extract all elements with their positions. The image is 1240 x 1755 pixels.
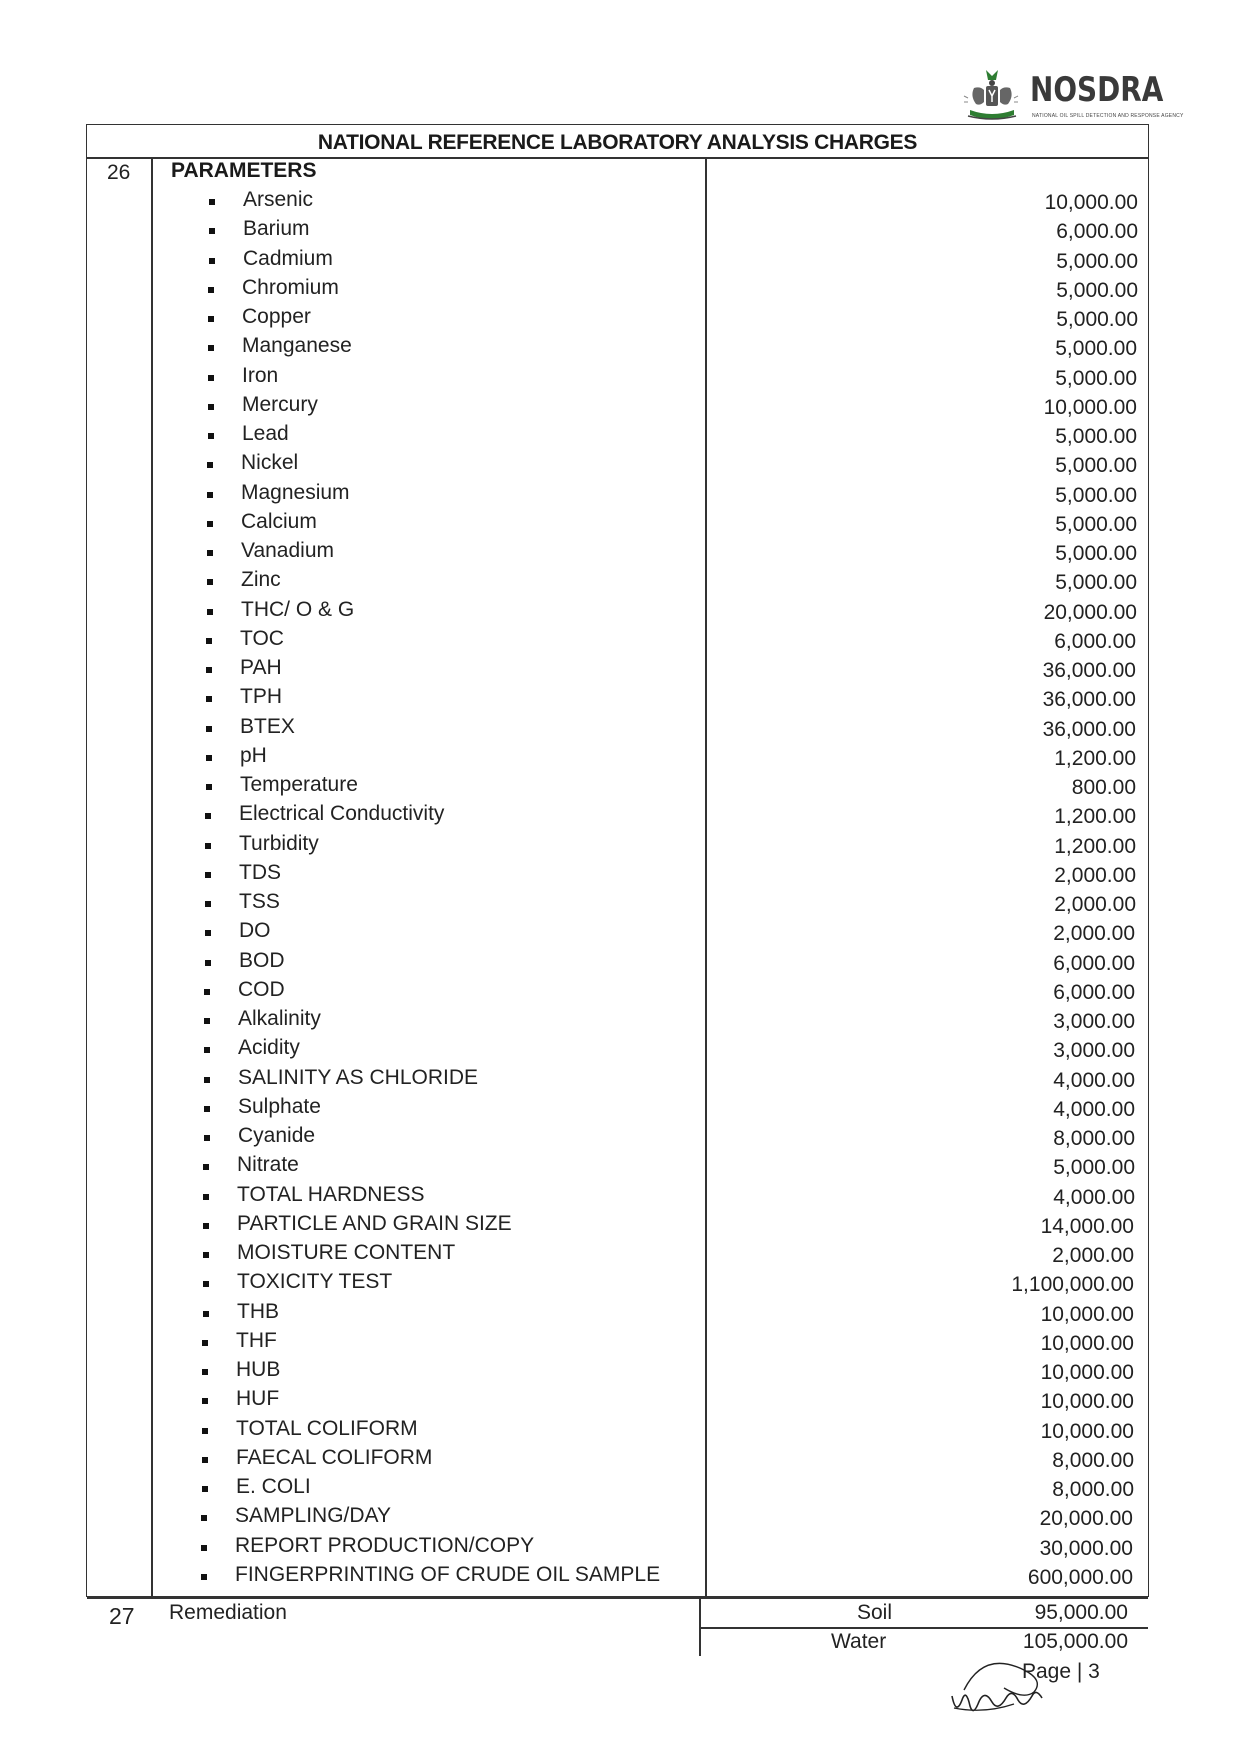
parameter-row — [87, 1358, 1148, 1387]
parameter-price: 20,000.00 — [1043, 600, 1137, 624]
parameter-name: REPORT PRODUCTION/COPY — [235, 1533, 535, 1557]
parameter-row — [87, 1124, 1148, 1153]
parameter-name: Alkalinity — [238, 1007, 321, 1030]
bullet-icon — [206, 726, 212, 732]
parameter-row — [87, 1036, 1148, 1065]
bullet-icon — [204, 1135, 210, 1141]
parameter-name: COD — [238, 977, 285, 1001]
parameter-price: 10,000.00 — [1040, 1390, 1134, 1414]
parameter-row — [87, 1563, 1148, 1592]
parameter-price: 10,000.00 — [1044, 191, 1138, 214]
parameter-row — [87, 1095, 1148, 1124]
parameter-row — [87, 305, 1148, 334]
parameter-price: 10,000.00 — [1040, 1331, 1134, 1355]
parameter-row — [87, 919, 1148, 948]
parameter-price: 10,000.00 — [1043, 395, 1137, 419]
parameter-price: 6,000.00 — [1053, 980, 1135, 1004]
parameter-price: 800.00 — [1071, 776, 1136, 799]
bullet-icon — [207, 550, 213, 556]
parameter-name: MOISTURE CONTENT — [237, 1241, 456, 1264]
parameter-row — [87, 393, 1148, 422]
parameter-price: 2,000.00 — [1054, 893, 1136, 916]
parameter-row — [87, 1329, 1148, 1358]
charges-table — [86, 124, 1149, 1653]
parameter-price: 5,000.00 — [1055, 483, 1137, 507]
parameter-row — [87, 1300, 1148, 1329]
parameter-name: FINGERPRINTING OF CRUDE OIL SAMPLE — [235, 1562, 661, 1586]
parameter-price: 8,000.00 — [1053, 1127, 1135, 1150]
parameter-name: Electrical Conductivity — [239, 802, 445, 826]
bullet-icon — [207, 579, 213, 585]
parameter-name: PARTICLE AND GRAIN SIZE — [237, 1211, 512, 1235]
parameter-name: Barium — [243, 217, 310, 241]
parameter-price: 600,000.00 — [1027, 1565, 1133, 1589]
parameter-name: Temperature — [240, 773, 358, 796]
row-number-26: 26 — [107, 161, 131, 184]
parameter-name: HUB — [236, 1358, 281, 1381]
parameter-name: Turbidity — [239, 831, 319, 855]
parameter-price: 1,100,000.00 — [1011, 1273, 1134, 1297]
parameter-name: Arsenic — [243, 188, 314, 211]
parameter-price: 3,000.00 — [1053, 1010, 1135, 1033]
logo-subtitle: NATIONAL OIL SPILL DETECTION AND RESPONSE AGENCY — [1032, 113, 1184, 119]
parameter-name: TOTAL HARDNESS — [237, 1182, 425, 1206]
bullet-icon — [205, 843, 211, 849]
bullet-icon — [203, 1223, 209, 1229]
bullet-icon — [205, 813, 211, 819]
parameter-row — [87, 744, 1148, 773]
parameter-price: 36,000.00 — [1042, 717, 1136, 741]
bullet-icon — [203, 1252, 209, 1258]
parameter-price: 5,000.00 — [1055, 542, 1137, 565]
bullet-icon — [203, 1164, 209, 1170]
nosdra-logo — [960, 66, 1184, 124]
parameter-row — [87, 539, 1148, 568]
bullet-icon — [206, 667, 212, 673]
coat-of-arms-icon — [960, 66, 1026, 124]
bullet-icon — [206, 638, 212, 644]
parameter-row — [87, 188, 1148, 217]
parameter-price: 3,000.00 — [1053, 1039, 1135, 1063]
bullet-icon — [206, 696, 212, 702]
remediation-soil-price: 95,000.00 — [1034, 1601, 1128, 1624]
parameter-price: 5,000.00 — [1055, 425, 1137, 448]
parameter-name: TOXICITY TEST — [237, 1270, 393, 1294]
parameter-row — [87, 1504, 1148, 1533]
parameter-price: 4,000.00 — [1053, 1097, 1135, 1121]
parameter-name: Manganese — [242, 334, 352, 358]
parameter-price: 36,000.00 — [1042, 688, 1136, 712]
parameter-row — [87, 1534, 1148, 1563]
bullet-icon — [205, 930, 211, 936]
parameter-price: 8,000.00 — [1052, 1448, 1134, 1472]
bullet-icon — [202, 1428, 208, 1434]
bullet-icon — [202, 1398, 208, 1404]
parameter-row — [87, 685, 1148, 714]
parameter-name: SALINITY AS CHLORIDE — [238, 1065, 479, 1089]
parameter-price: 5,000.00 — [1056, 278, 1138, 302]
parameter-price: 5,000.00 — [1055, 571, 1137, 595]
remediation-price-divider — [699, 1599, 701, 1656]
parameter-price: 4,000.00 — [1053, 1068, 1135, 1092]
parameter-name: PAH — [240, 656, 282, 679]
parameter-price: 1,200.00 — [1054, 746, 1136, 770]
parameter-price: 6,000.00 — [1056, 220, 1138, 244]
parameter-row — [87, 978, 1148, 1007]
parameter-row — [87, 1475, 1148, 1504]
bullet-icon — [203, 1194, 209, 1200]
parameter-price: 30,000.00 — [1039, 1536, 1133, 1560]
bullet-icon — [202, 1369, 208, 1375]
parameter-row — [87, 1212, 1148, 1241]
parameter-row — [87, 715, 1148, 744]
parameter-row — [87, 568, 1148, 597]
bullet-icon — [209, 199, 215, 205]
parameter-name: Nitrate — [237, 1153, 299, 1177]
parameter-row — [87, 1387, 1148, 1416]
parameter-name: THC/ O & G — [241, 597, 355, 621]
parameter-row — [87, 627, 1148, 656]
bullet-icon — [202, 1457, 208, 1463]
parameter-name: TOC — [240, 626, 284, 650]
bullet-icon — [208, 345, 214, 351]
parameter-row — [87, 832, 1148, 861]
parameter-name: BTEX — [240, 714, 295, 738]
parameter-price: 10,000.00 — [1040, 1361, 1134, 1384]
bullet-icon — [204, 1018, 210, 1024]
parameter-row — [87, 1066, 1148, 1095]
parameter-price: 5,000.00 — [1056, 249, 1138, 273]
parameter-row — [87, 802, 1148, 831]
bullet-icon — [203, 1311, 209, 1317]
parameter-row — [87, 1270, 1148, 1299]
bullet-icon — [207, 462, 213, 468]
parameter-name: Cyanide — [238, 1124, 316, 1147]
parameter-name: Zinc — [241, 568, 281, 592]
parameter-price: 5,000.00 — [1055, 512, 1137, 536]
parameter-row — [87, 364, 1148, 393]
parameter-name: Nickel — [241, 451, 299, 475]
parameter-price: 10,000.00 — [1040, 1302, 1134, 1326]
parameter-price: 1,200.00 — [1054, 805, 1136, 829]
parameter-price: 1,200.00 — [1054, 834, 1136, 858]
parameter-name: SAMPLING/DAY — [235, 1504, 391, 1528]
parameter-price: 5,000.00 — [1055, 454, 1137, 478]
table-title: NATIONAL REFERENCE LABORATORY ANALYSIS CHARGES — [317, 131, 918, 154]
parameter-price: 20,000.00 — [1039, 1507, 1133, 1531]
parameter-row — [87, 861, 1148, 890]
parameter-row — [87, 656, 1148, 685]
parameter-row — [87, 1183, 1148, 1212]
parameter-row — [87, 217, 1148, 246]
bullet-icon — [206, 755, 212, 761]
parameter-name: Lead — [242, 422, 289, 445]
parameter-name: Copper — [242, 305, 311, 328]
parameter-name: TSS — [239, 890, 280, 913]
parameter-row — [87, 510, 1148, 539]
parameter-row — [87, 247, 1148, 276]
parameter-name: Sulphate — [238, 1094, 321, 1118]
bullet-icon — [204, 989, 210, 995]
bullet-icon — [209, 258, 215, 264]
parameter-row — [87, 598, 1148, 627]
bullet-icon — [205, 901, 211, 907]
parameter-name: Calcium — [241, 509, 317, 533]
bullet-icon — [201, 1545, 207, 1551]
bullet-icon — [205, 872, 211, 878]
bullet-icon — [201, 1574, 207, 1580]
parameter-name: BOD — [239, 948, 285, 972]
bullet-icon — [207, 609, 213, 615]
bullet-icon — [204, 1077, 210, 1083]
bullet-icon — [208, 433, 214, 439]
parameter-price: 8,000.00 — [1052, 1478, 1134, 1501]
parameter-price: 5,000.00 — [1055, 366, 1137, 390]
parameter-row — [87, 1153, 1148, 1182]
bullet-icon — [208, 404, 214, 410]
parameter-name: HUF — [236, 1387, 280, 1411]
parameter-name: DO — [239, 919, 271, 943]
bullet-icon — [209, 228, 215, 234]
parameter-row — [87, 773, 1148, 802]
parameter-name: Acidity — [238, 1036, 300, 1060]
bullet-icon — [204, 1106, 210, 1112]
bullet-icon — [202, 1486, 208, 1492]
bullet-icon — [208, 375, 214, 381]
parameter-row — [87, 1007, 1148, 1036]
bullet-icon — [204, 1047, 210, 1053]
soil-water-divider — [699, 1627, 1148, 1629]
bullet-icon — [205, 960, 211, 966]
parameter-name: Vanadium — [241, 539, 335, 562]
parameter-row — [87, 1446, 1148, 1475]
parameter-row — [87, 334, 1148, 363]
parameter-name: TPH — [240, 685, 282, 709]
parameter-price: 5,000.00 — [1053, 1156, 1135, 1180]
parameter-price: 4,000.00 — [1053, 1185, 1135, 1209]
parameter-row — [87, 1241, 1148, 1270]
bullet-icon — [207, 492, 213, 498]
parameter-price: 5,000.00 — [1056, 308, 1138, 331]
remediation-soil-label: Soil — [857, 1601, 893, 1624]
parameter-price: 10,000.00 — [1040, 1419, 1134, 1443]
page-number: Page | 3 — [1022, 1660, 1100, 1683]
bullet-icon — [206, 784, 212, 790]
parameter-row — [87, 1417, 1148, 1446]
parameter-name: E. COLI — [236, 1475, 311, 1498]
remediation-water-price: 105,000.00 — [1022, 1630, 1128, 1653]
parameter-name: TDS — [239, 860, 281, 884]
parameter-name: THB — [237, 1299, 279, 1323]
parameter-name: FAECAL COLIFORM — [236, 1445, 433, 1469]
parameter-name: TOTAL COLIFORM — [236, 1416, 418, 1440]
parameter-name: pH — [240, 743, 267, 767]
bullet-icon — [208, 316, 214, 322]
parameter-row — [87, 451, 1148, 480]
row-divider — [87, 1597, 1148, 1599]
parameter-price: 14,000.00 — [1040, 1214, 1134, 1238]
parameter-name: Chromium — [242, 275, 339, 299]
parameter-row — [87, 422, 1148, 451]
bullet-icon — [207, 521, 213, 527]
parameter-row — [87, 481, 1148, 510]
parameter-name: THF — [236, 1328, 277, 1352]
bullet-icon — [201, 1515, 207, 1521]
logo-title: NOSDRA — [1030, 70, 1164, 110]
parameter-price: 2,000.00 — [1052, 1244, 1134, 1267]
parameter-price: 2,000.00 — [1054, 863, 1136, 887]
parameter-row — [87, 276, 1148, 305]
parameter-row — [87, 949, 1148, 978]
row-number-27: 27 — [109, 1603, 135, 1629]
parameter-name: Cadmium — [243, 246, 333, 270]
parameter-price: 36,000.00 — [1042, 659, 1136, 682]
remediation-water-label: Water — [831, 1630, 887, 1653]
parameter-price: 2,000.00 — [1053, 922, 1135, 946]
bullet-icon — [208, 287, 214, 293]
parameter-name: Magnesium — [241, 480, 350, 504]
parameter-price: 5,000.00 — [1055, 337, 1137, 361]
parameter-price: 6,000.00 — [1054, 629, 1136, 653]
parameter-name: Mercury — [242, 392, 318, 416]
remediation-label: Remediation — [169, 1601, 287, 1624]
parameter-name: Iron — [242, 363, 279, 387]
parameters-heading: PARAMETERS — [171, 159, 317, 182]
parameter-price: 6,000.00 — [1053, 951, 1135, 975]
bullet-icon — [203, 1281, 209, 1287]
bullet-icon — [202, 1340, 208, 1346]
parameter-row — [87, 890, 1148, 919]
